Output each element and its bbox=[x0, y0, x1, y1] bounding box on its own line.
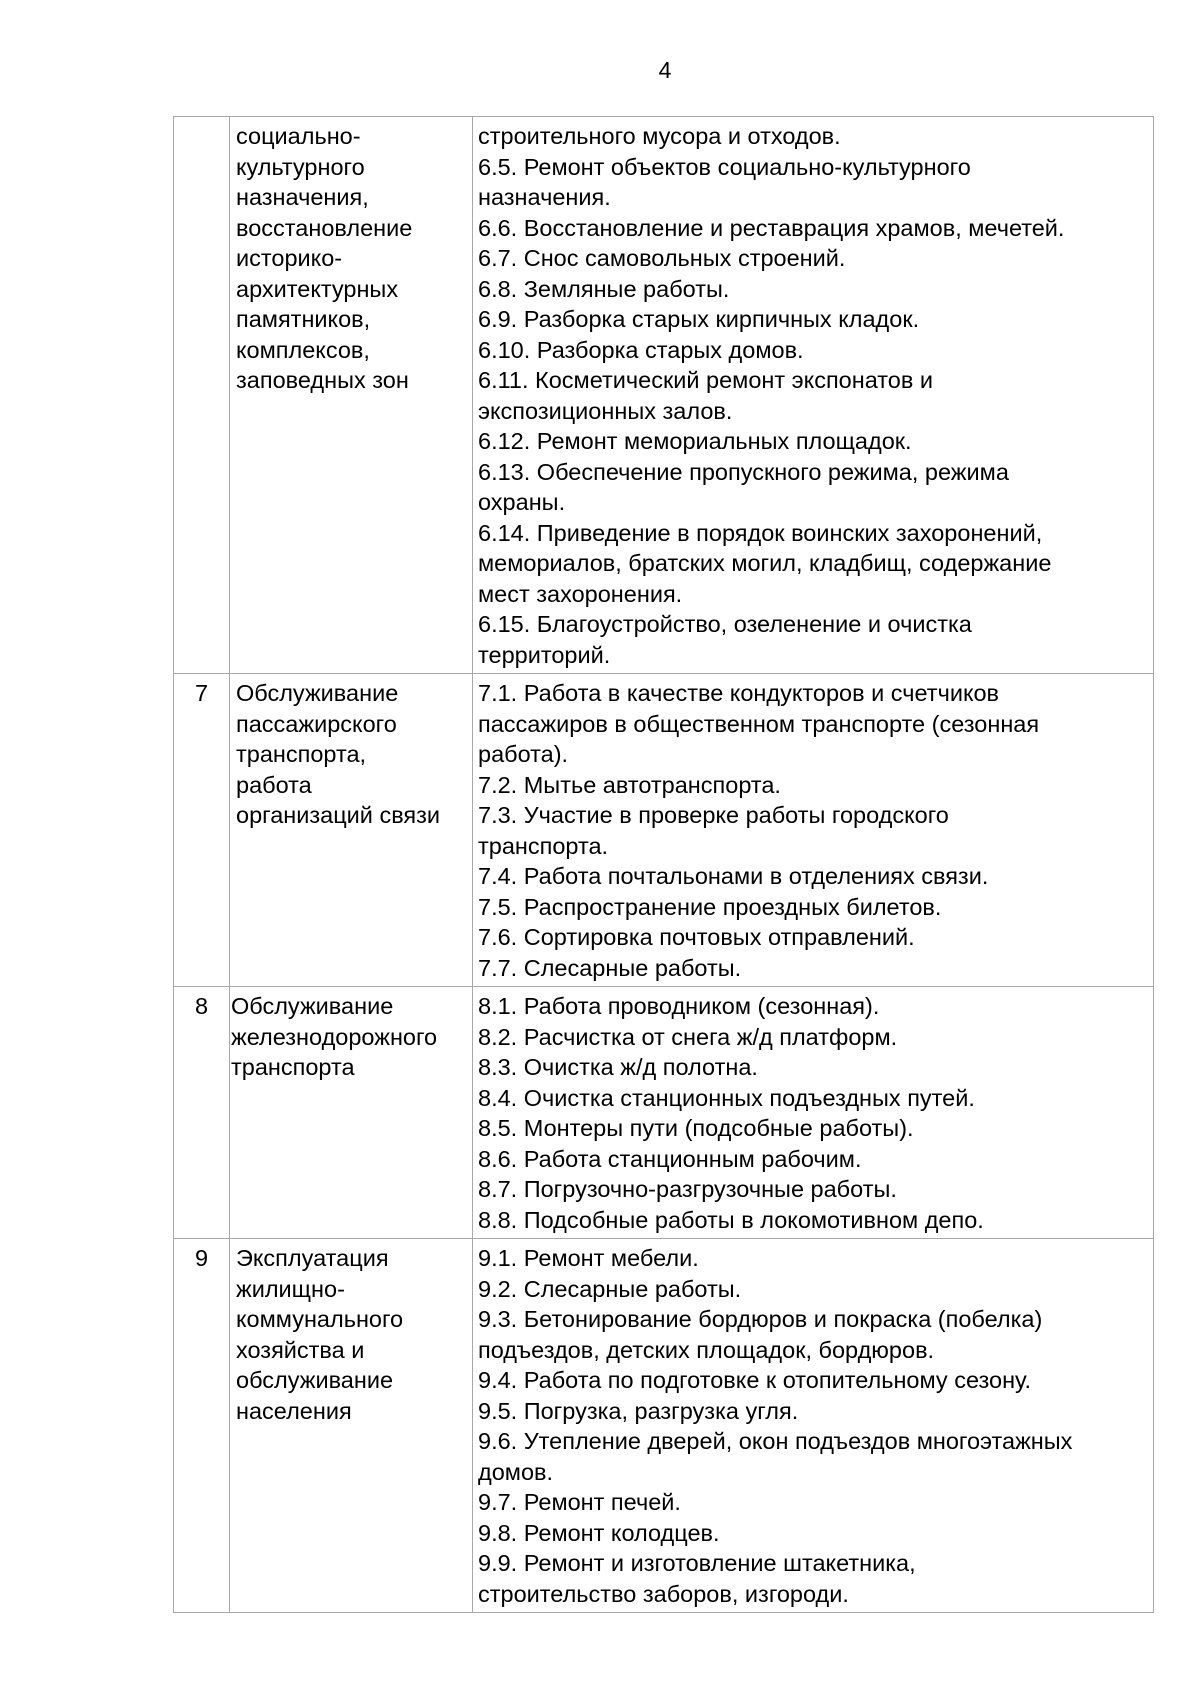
work-type-line: 9.7. Ремонт печей. bbox=[478, 1489, 681, 1515]
work-type-line: 6.5. Ремонт объектов социально-культурного bbox=[478, 153, 971, 180]
activity-area-line: работа bbox=[236, 771, 312, 798]
work-type-line: 8.8. Подсобные работы в локомотивном депо. bbox=[478, 1206, 984, 1233]
work-type-line: 6.13. Обеспечение пропускного режима, режима bbox=[478, 458, 1009, 485]
row-number bbox=[174, 117, 230, 674]
activity-area-line: историко- bbox=[236, 245, 343, 271]
work-types-cell bbox=[473, 987, 1154, 1239]
work-type-line: территорий. bbox=[478, 641, 611, 668]
activity-area-line: восстановление bbox=[236, 214, 413, 241]
work-type-line: транспорта. bbox=[478, 832, 609, 859]
work-type-line: 8.1. Работа проводником (сезонная). bbox=[478, 993, 880, 1019]
table-row bbox=[174, 987, 1154, 1239]
work-type-line: 6.15. Благоустройство, озеленение и очистка bbox=[478, 611, 972, 637]
work-type-line: 9.5. Погрузка, разгрузка угля. bbox=[478, 1397, 799, 1424]
work-type-line: 9.3. Бетонирование бордюров и покраска (побелка) bbox=[478, 1306, 1043, 1332]
activity-area-line: транспорта bbox=[231, 1054, 355, 1080]
work-type-line: работа). bbox=[478, 741, 569, 767]
work-types-cell bbox=[473, 674, 1154, 987]
activity-area-line: культурного bbox=[236, 153, 365, 180]
work-type-line: 7.1. Работа в качестве кондукторов и счетчиков bbox=[478, 680, 1000, 706]
activity-area-cell bbox=[230, 1239, 473, 1613]
work-type-line: 8.2. Расчистка от снега ж/д платформ. bbox=[478, 1023, 898, 1050]
work-type-line: 9.1. Ремонт мебели. bbox=[478, 1245, 699, 1271]
work-type-line: 8.6. Работа станционным рабочим. bbox=[478, 1145, 862, 1172]
work-types-cell bbox=[473, 1239, 1154, 1613]
table-row bbox=[174, 1239, 1154, 1613]
work-type-line: 6.10. Разборка старых домов. bbox=[478, 336, 804, 363]
work-type-line: 9.8. Ремонт колодцев. bbox=[478, 1519, 720, 1546]
work-type-line: мест захоронения. bbox=[478, 580, 683, 607]
activity-area-line: комплексов, bbox=[236, 336, 370, 363]
activity-area-line: памятников, bbox=[236, 306, 371, 332]
activity-area-cell bbox=[230, 987, 473, 1239]
table-row bbox=[174, 674, 1154, 987]
work-type-line: строительного мусора и отходов. bbox=[478, 123, 841, 149]
activity-area-line: архитектурных bbox=[236, 275, 399, 302]
activity-area-line: организаций связи bbox=[236, 802, 441, 828]
work-type-line: 8.5. Монтеры пути (подсобные работы). bbox=[478, 1115, 914, 1141]
work-type-line: пассажиров в общественном транспорте (сезонная bbox=[478, 710, 1040, 737]
work-types-cell bbox=[473, 117, 1154, 674]
activity-area-line: заповедных зон bbox=[236, 367, 409, 393]
activity-area-line: жилищно- bbox=[236, 1275, 345, 1302]
activity-area-line: Обслуживание bbox=[231, 993, 394, 1019]
work-type-line: 6.11. Косметический ремонт экспонатов и bbox=[478, 367, 933, 393]
activity-area-line: Эксплуатация bbox=[236, 1245, 389, 1271]
activity-area-line: пассажирского bbox=[236, 710, 397, 737]
activity-area-line: хозяйства и bbox=[236, 1336, 365, 1363]
work-type-line: 7.6. Сортировка почтовых отправлений. bbox=[478, 924, 915, 950]
activity-area-line: социально- bbox=[236, 123, 361, 149]
work-type-line: 6.14. Приведение в порядок воинских захоронений, bbox=[478, 519, 1043, 546]
row-number: 7 bbox=[174, 674, 230, 987]
activity-area-line: назначения, bbox=[236, 184, 369, 210]
work-type-line: 8.3. Очистка ж/д полотна. bbox=[478, 1054, 758, 1080]
work-type-line: 9.9. Ремонт и изготовление штакетника, bbox=[478, 1550, 916, 1576]
works-table bbox=[173, 116, 1154, 1613]
work-type-line: строительство заборов, изгороди. bbox=[478, 1580, 849, 1607]
work-type-line: охраны. bbox=[478, 489, 566, 515]
activity-area-line: населения bbox=[236, 1397, 352, 1424]
work-type-line: 7.4. Работа почтальонами в отделениях связи. bbox=[478, 863, 989, 889]
work-type-line: 7.5. Распространение проездных билетов. bbox=[478, 893, 942, 920]
work-type-line: подъездов, детских площадок, бордюров. bbox=[478, 1336, 935, 1363]
work-type-line: 8.4. Очистка станционных подъездных путей. bbox=[478, 1084, 975, 1111]
work-type-line: домов. bbox=[478, 1458, 554, 1485]
work-type-line: 7.3. Участие в проверке работы городского bbox=[478, 802, 949, 828]
work-type-line: 9.4. Работа по подготовке к отопительному сезону. bbox=[478, 1367, 1031, 1393]
row-number: 8 bbox=[174, 987, 230, 1239]
activity-area-line: коммунального bbox=[236, 1306, 404, 1332]
works-table-body bbox=[174, 117, 1154, 1613]
work-type-line: 7.2. Мытье автотранспорта. bbox=[478, 771, 781, 798]
activity-area-line: обслуживание bbox=[236, 1367, 394, 1393]
activity-area-cell bbox=[230, 117, 473, 674]
work-type-line: 6.8. Земляные работы. bbox=[478, 275, 730, 302]
work-type-line: 9.2. Слесарные работы. bbox=[478, 1275, 742, 1302]
activity-area-cell bbox=[230, 674, 473, 987]
work-type-line: назначения. bbox=[478, 184, 611, 210]
row-number: 9 bbox=[174, 1239, 230, 1613]
page-number: 4 bbox=[658, 57, 672, 83]
work-type-line: экспозиционных залов. bbox=[478, 397, 733, 424]
work-type-line: 7.7. Слесарные работы. bbox=[478, 954, 742, 981]
activity-area-line: транспорта, bbox=[236, 741, 367, 767]
table-row bbox=[174, 117, 1154, 674]
work-type-line: 6.12. Ремонт мемориальных площадок. bbox=[478, 428, 912, 454]
work-type-line: 6.9. Разборка старых кирпичных кладок. bbox=[478, 306, 920, 332]
work-type-line: 6.7. Снос самовольных строений. bbox=[478, 245, 846, 271]
activity-area-line: железнодорожного bbox=[231, 1023, 438, 1050]
activity-area-line: Обслуживание bbox=[236, 680, 399, 706]
work-type-line: 6.6. Восстановление и реставрация храмов, мечетей. bbox=[478, 214, 1065, 241]
work-type-line: 8.7. Погрузочно-разгрузочные работы. bbox=[478, 1176, 897, 1202]
work-type-line: 9.6. Утепление дверей, окон подъездов многоэтажных bbox=[478, 1428, 1073, 1454]
work-type-line: мемориалов, братских могил, кладбищ, содержание bbox=[478, 550, 1052, 576]
